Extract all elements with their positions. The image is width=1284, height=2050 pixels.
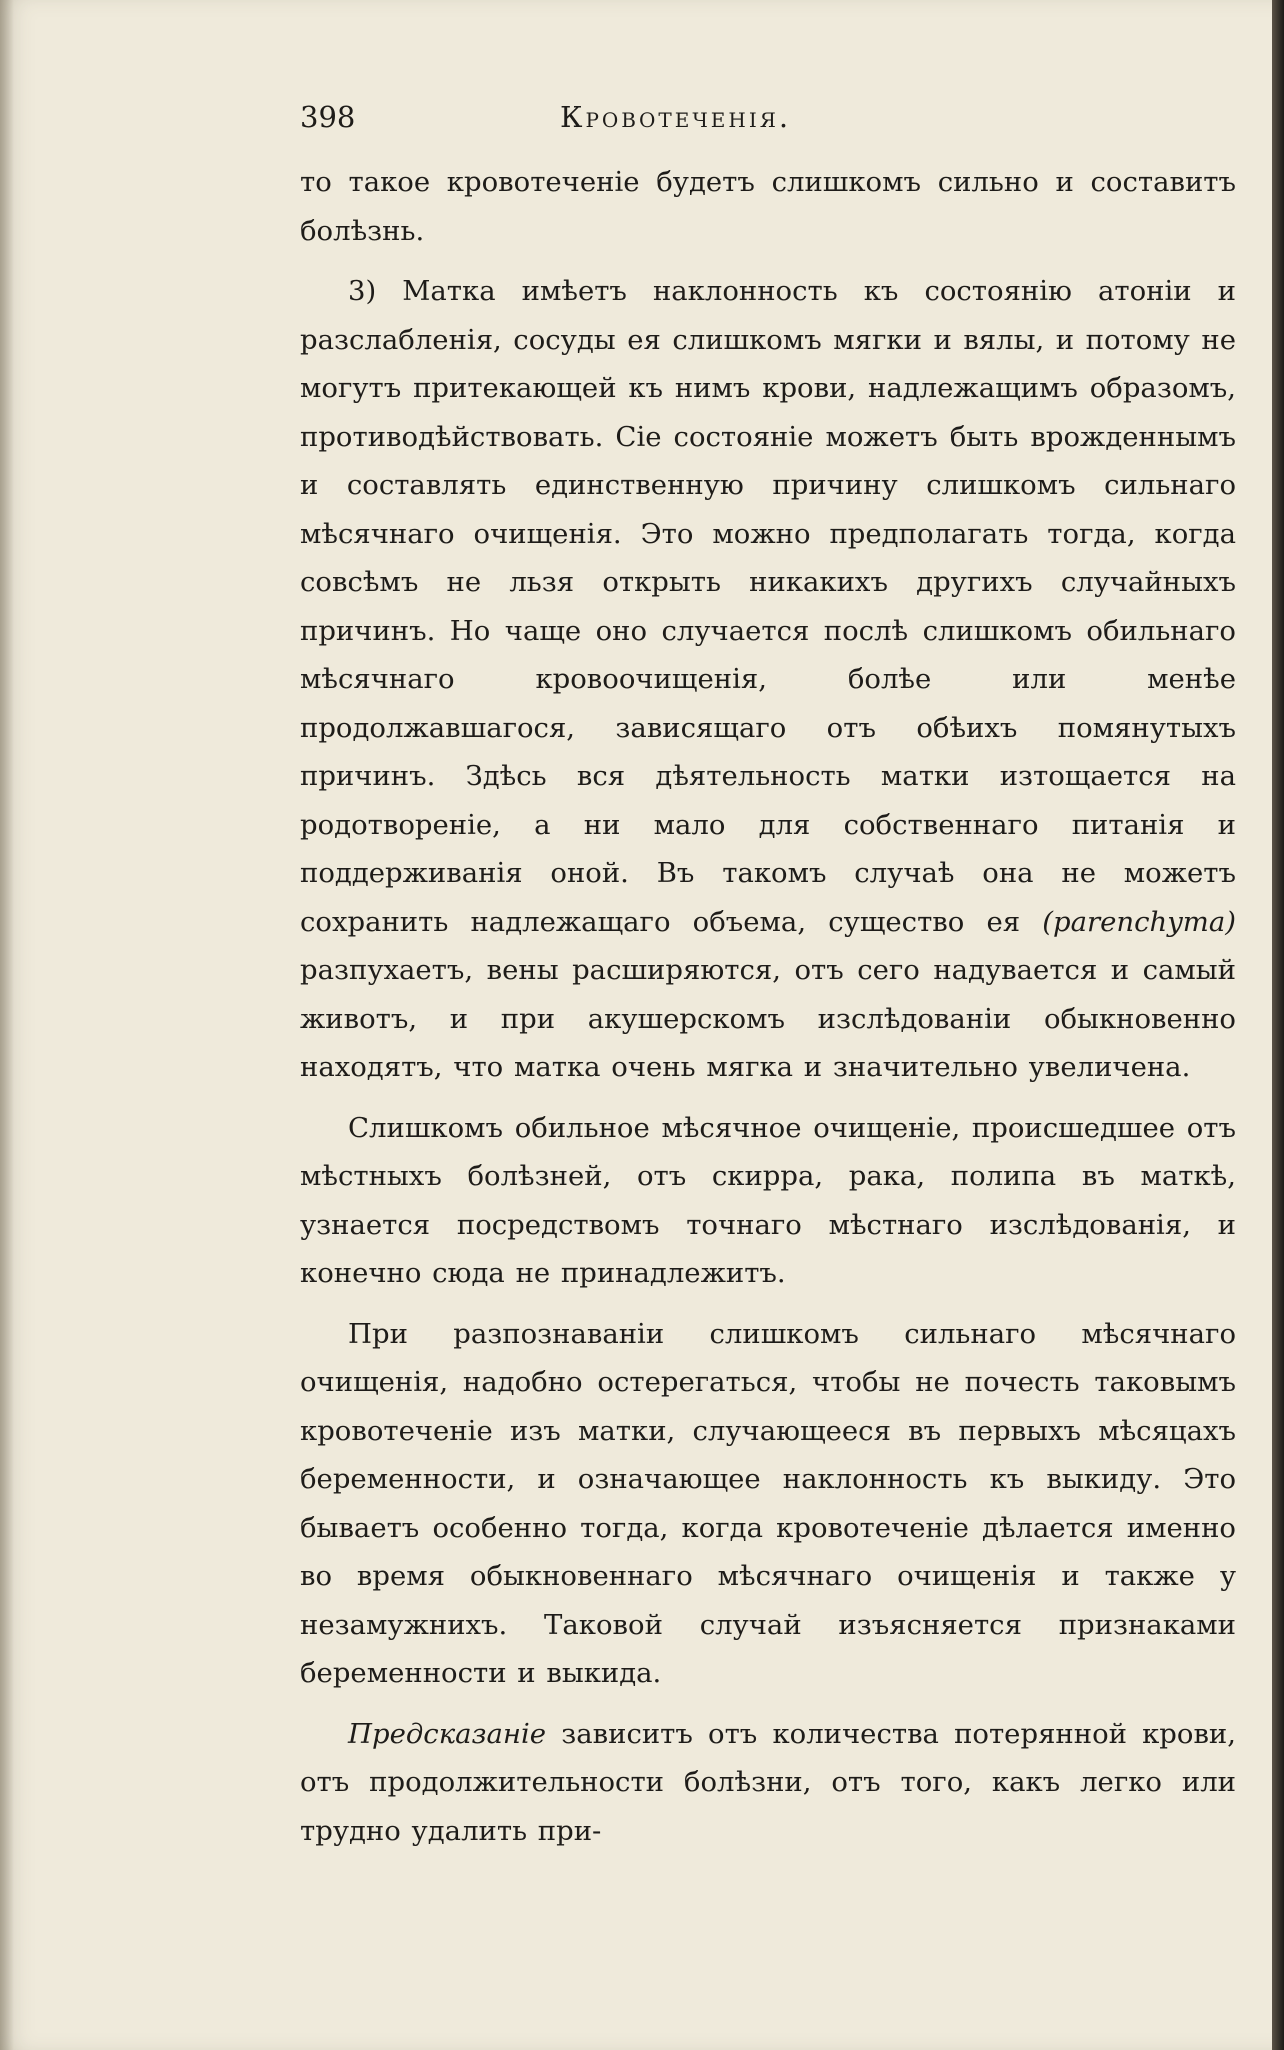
- running-title: Кровотеченія.: [560, 100, 792, 134]
- paragraph-2-italic-term: (parenchyma): [1042, 905, 1236, 938]
- paragraph-2-text-continued: разпухаетъ, вены расширяются, отъ сего надувается и самый животъ, и при акушерскомъ изслѣдованіи обыкновенно находятъ, что матка очень мягка и значительно увеличена.: [300, 954, 1236, 1083]
- running-header: [300, 100, 1236, 148]
- paragraph-4-text: При разпознаваніи слишкомъ сильнаго мѣсячнаго очищенія, надобно остерегаться, чтобы не почесть таковымъ кровотеченіе изъ матки, случающееся въ первыхъ мѣсяцахъ беременности, и означающее наклонность къ выкиду. Это бываетъ особенно тогда, когда кровотеченіе дѣлается именно во время обыкновеннаго мѣсячнаго очищенія и также у незамужнихъ. Таковой случай изъясняется признаками беременности и выкида.: [300, 1317, 1236, 1689]
- page-text: [300, 100, 1236, 1867]
- paragraph-1-text: то такое кровотеченіе будетъ слишкомъ сильно и составитъ болѣзнь.: [300, 166, 1236, 247]
- page-number: 398: [300, 100, 356, 134]
- paragraph-2: [300, 267, 1236, 1092]
- paragraph-4: [300, 1310, 1236, 1698]
- paragraph-5-italic-term: Предсказаніе: [348, 1717, 547, 1750]
- paragraph-3-text: Слишкомъ обильное мѣсячное очищеніе, происшедшее отъ мѣстныхъ болѣзней, отъ скирра, рака, полипа въ маткѣ, узнается посредствомъ точнаго мѣстнаго изслѣдованія, и конечно сюда не принадлежитъ.: [300, 1111, 1236, 1289]
- paragraph-5-text: зависитъ отъ количества потерянной крови, отъ продолжительности болѣзни, отъ того, какъ легко или трудно удалить при-: [300, 1717, 1236, 1847]
- book-binding-edge: [1272, 0, 1284, 2050]
- page-fold-shadow: [0, 0, 14, 2050]
- paragraph-5: [300, 1710, 1236, 1856]
- paragraph-3: [300, 1104, 1236, 1298]
- paragraph-2-text: 3) Матка имѣетъ наклонность къ состоянію атоніи и разслабленія, сосуды ея слишкомъ мягки и вялы, и потому не могутъ притекающей къ нимъ крови, надлежащимъ образомъ, противодѣйствовать. Сіе состояніе можетъ быть врожденнымъ и составлять единственную причину слишкомъ сильнаго мѣсячнаго очищенія. Это можно предполагать тогда, когда совсѣмъ не льзя открыть никакихъ другихъ случайныхъ причинъ. Но чаще оно случается послѣ слишкомъ обильнаго мѣсячнаго кровоочищенія, болѣе или менѣе продолжавшагося, зависящаго отъ обѣихъ помянутыхъ причинъ. Здѣсь вся дѣятельность матки изтощается на родотвореніе, а ни мало для собственнаго питанія и поддерживанія оной. Въ такомъ случаѣ она не можетъ сохранить надлежащаго объема, существо ея: [300, 275, 1236, 938]
- paragraph-1: [300, 158, 1236, 255]
